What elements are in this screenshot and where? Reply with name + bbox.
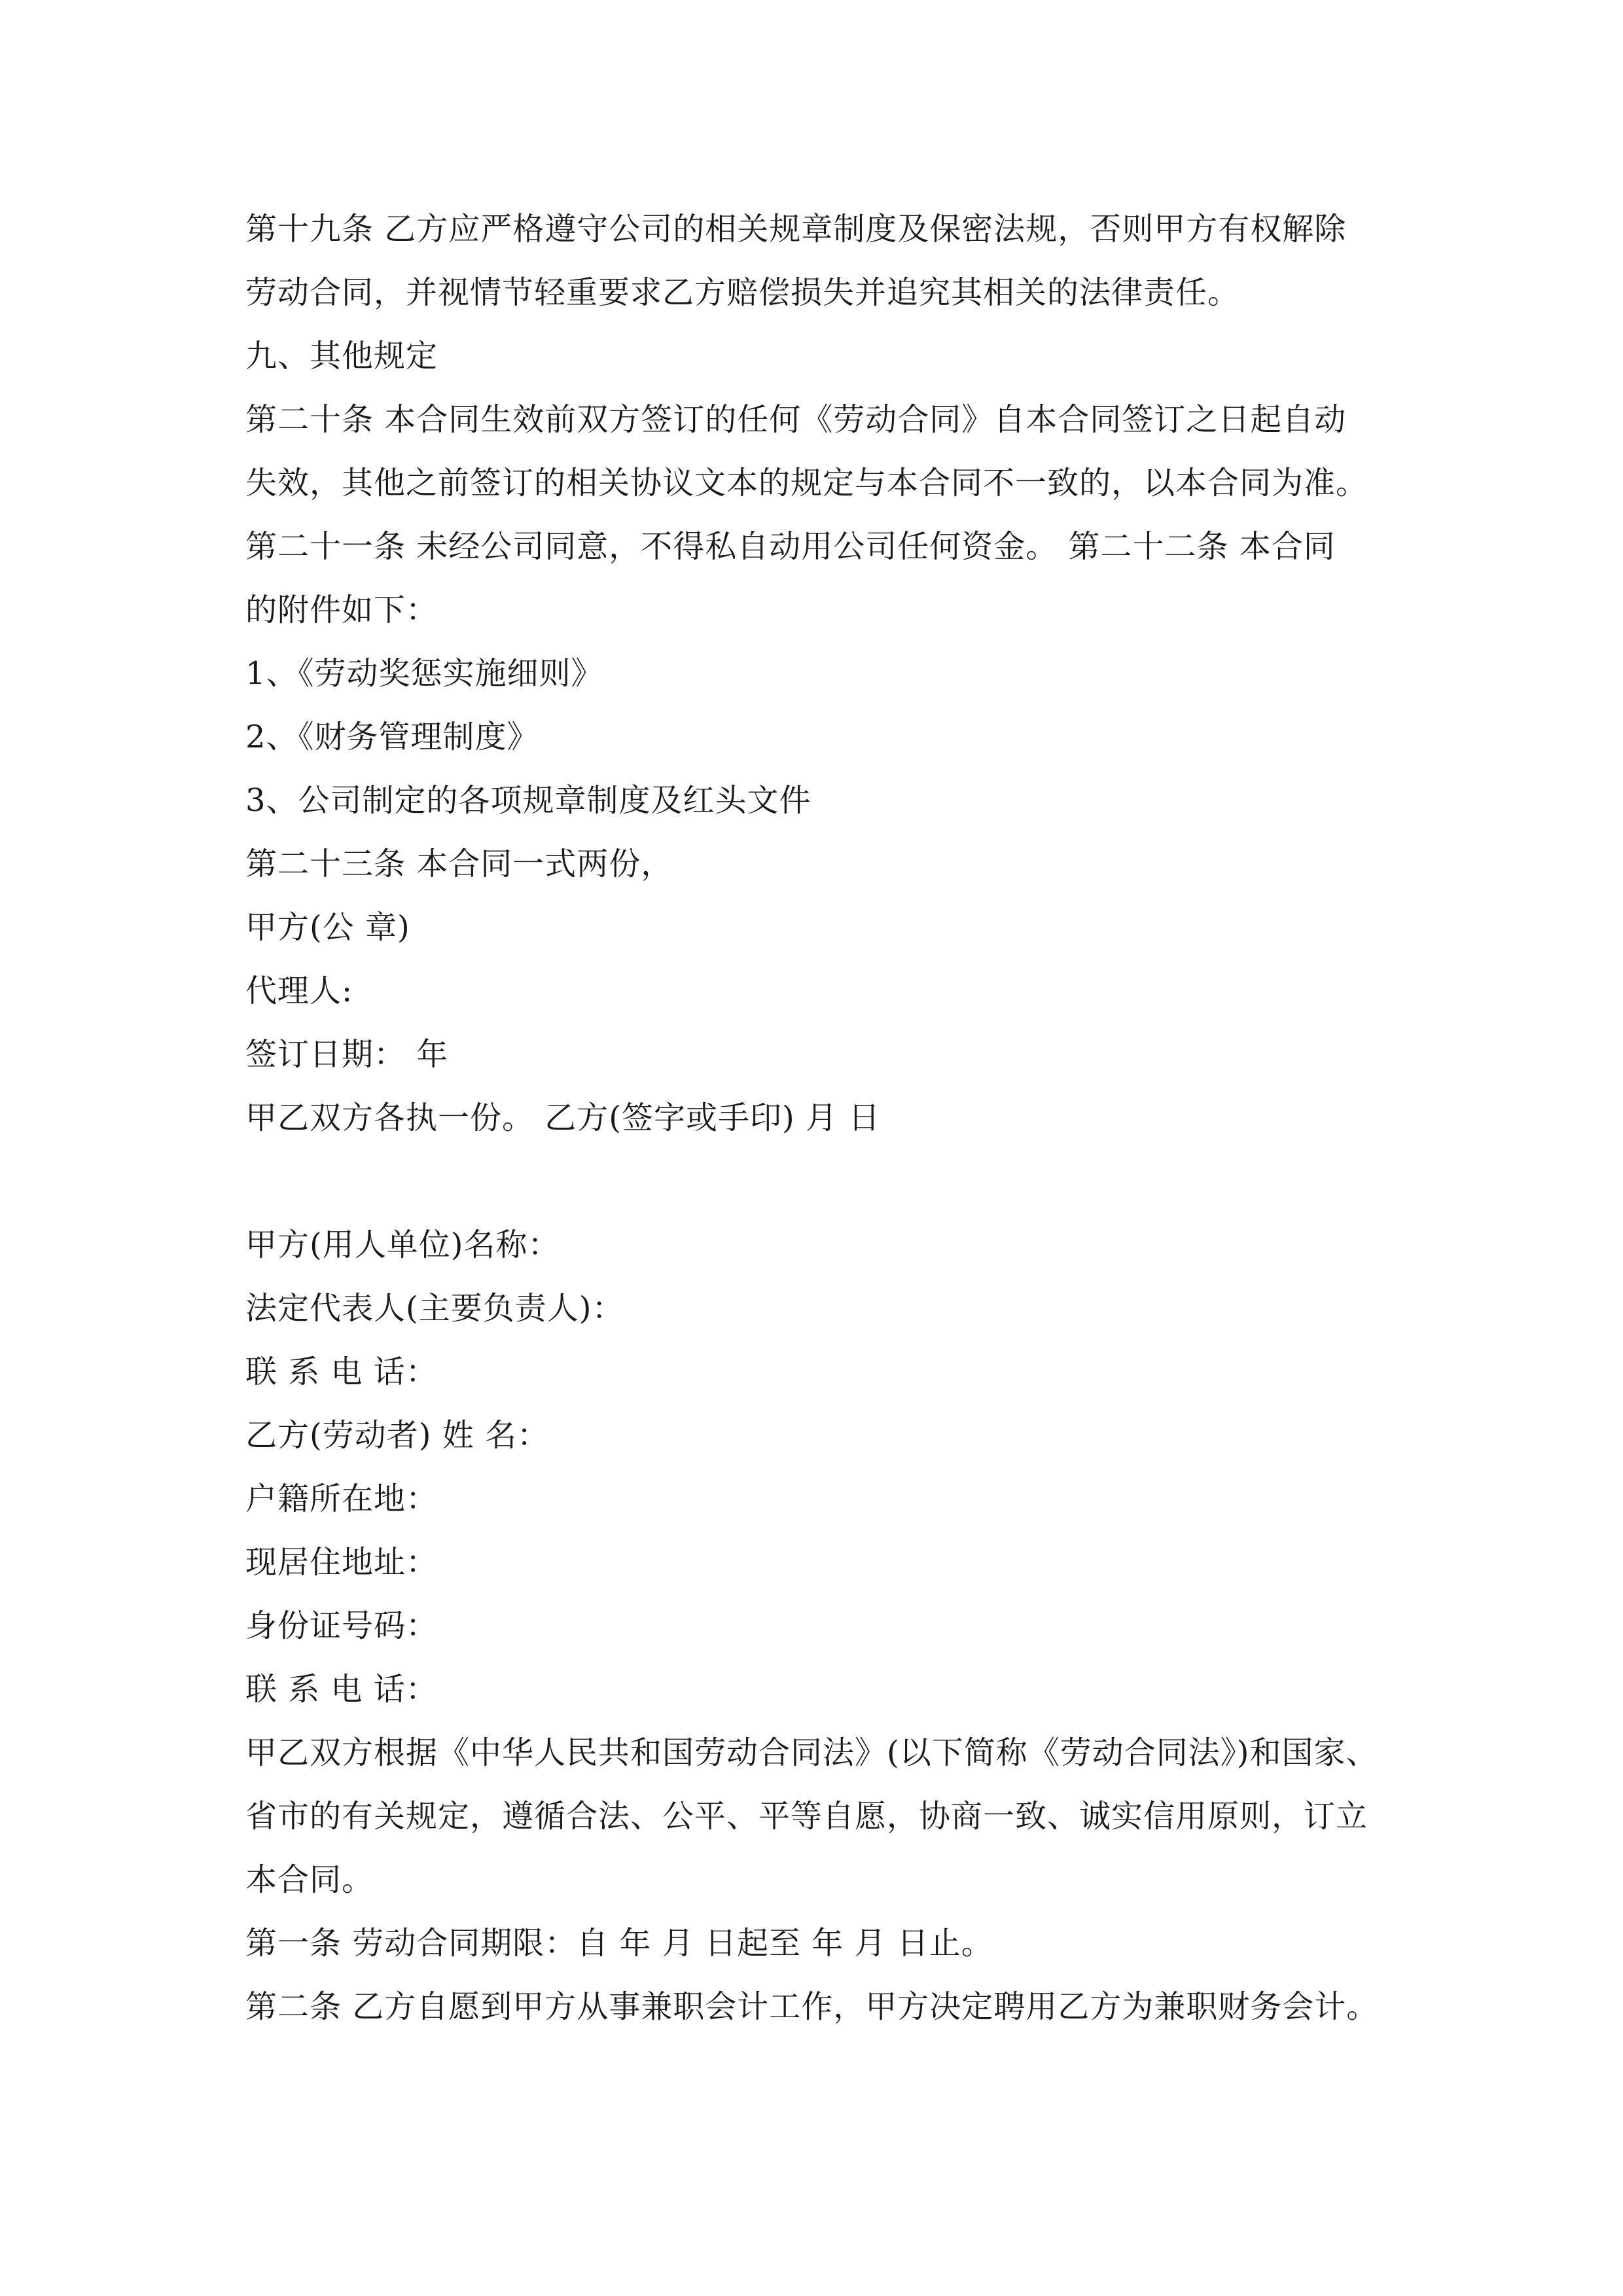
list-item: 1、《劳动奖惩实施细则》 xyxy=(245,655,603,692)
text-line: 失效，其他之前签订的相关协议文本的规定与本合同不一致的，以本合同为准。 xyxy=(245,465,1368,501)
text-line: 省市的有关规定，遵循合法、公平、平等自愿，协商一致、诚实信用原则，订立 xyxy=(245,1798,1368,1835)
text-line: 劳动合同，并视情节轻重要求乙方赔偿损失并追究其相关的法律责任。 xyxy=(245,274,1240,311)
list-item: 2、《财务管理制度》 xyxy=(245,719,539,755)
section-heading: 九、其他规定 xyxy=(245,338,438,374)
text-line: 第二十三条 本合同一式两份， xyxy=(245,846,673,882)
text-line: 甲乙双方各执一份。 乙方(签字或手印) 月 日 xyxy=(245,1100,881,1136)
blank-gap xyxy=(245,1150,1397,1213)
text-line: 第二十一条 未经公司同意，不得私自动用公司任何资金。 第二十二条 本合同 xyxy=(245,528,1336,565)
text-line: 第一条 劳动合同期限：自 年 月 日起至 年 月 日止。 xyxy=(245,1925,993,1962)
text-line: 的附件如下： xyxy=(245,592,438,628)
text-line: 代理人: xyxy=(245,973,353,1009)
text-line: 甲乙双方根据《中华人民共和国劳动合同法》(以下简称《劳动合同法》)和国家、 xyxy=(245,1734,1378,1771)
text-line: 第二十条 本合同生效前双方签订的任何《劳动合同》自本合同签订之日起自动 xyxy=(245,401,1347,438)
list-item: 3、公司制定的各项规章制度及红头文件 xyxy=(245,782,812,819)
form-field-label: 身份证号码： xyxy=(245,1607,438,1644)
text-line: 甲方(公 章) xyxy=(245,909,410,946)
form-field-label: 户籍所在地： xyxy=(245,1480,438,1517)
form-field-label: 现居住地址： xyxy=(245,1544,438,1581)
text-line: 第十九条 乙方应严格遵守公司的相关规章制度及保密法规，否则甲方有权解除 xyxy=(245,211,1347,247)
text-line: 签订日期： 年 xyxy=(245,1036,449,1073)
form-field-label: 联 系 电 话： xyxy=(245,1354,438,1390)
form-field-label: 联 系 电 话： xyxy=(245,1671,438,1708)
document-body xyxy=(245,198,1397,2039)
form-field-label: 法定代表人(主要负责人)： xyxy=(245,1290,624,1327)
form-field-label: 乙方(劳动者) 姓 名： xyxy=(245,1417,549,1454)
text-line: 第二条 乙方自愿到甲方从事兼职会计工作，甲方决定聘用乙方为兼职财务会计。 xyxy=(245,1988,1379,2025)
form-field-label: 甲方(用人单位)名称： xyxy=(245,1227,560,1263)
text-line: 本合同。 xyxy=(245,1861,374,1898)
